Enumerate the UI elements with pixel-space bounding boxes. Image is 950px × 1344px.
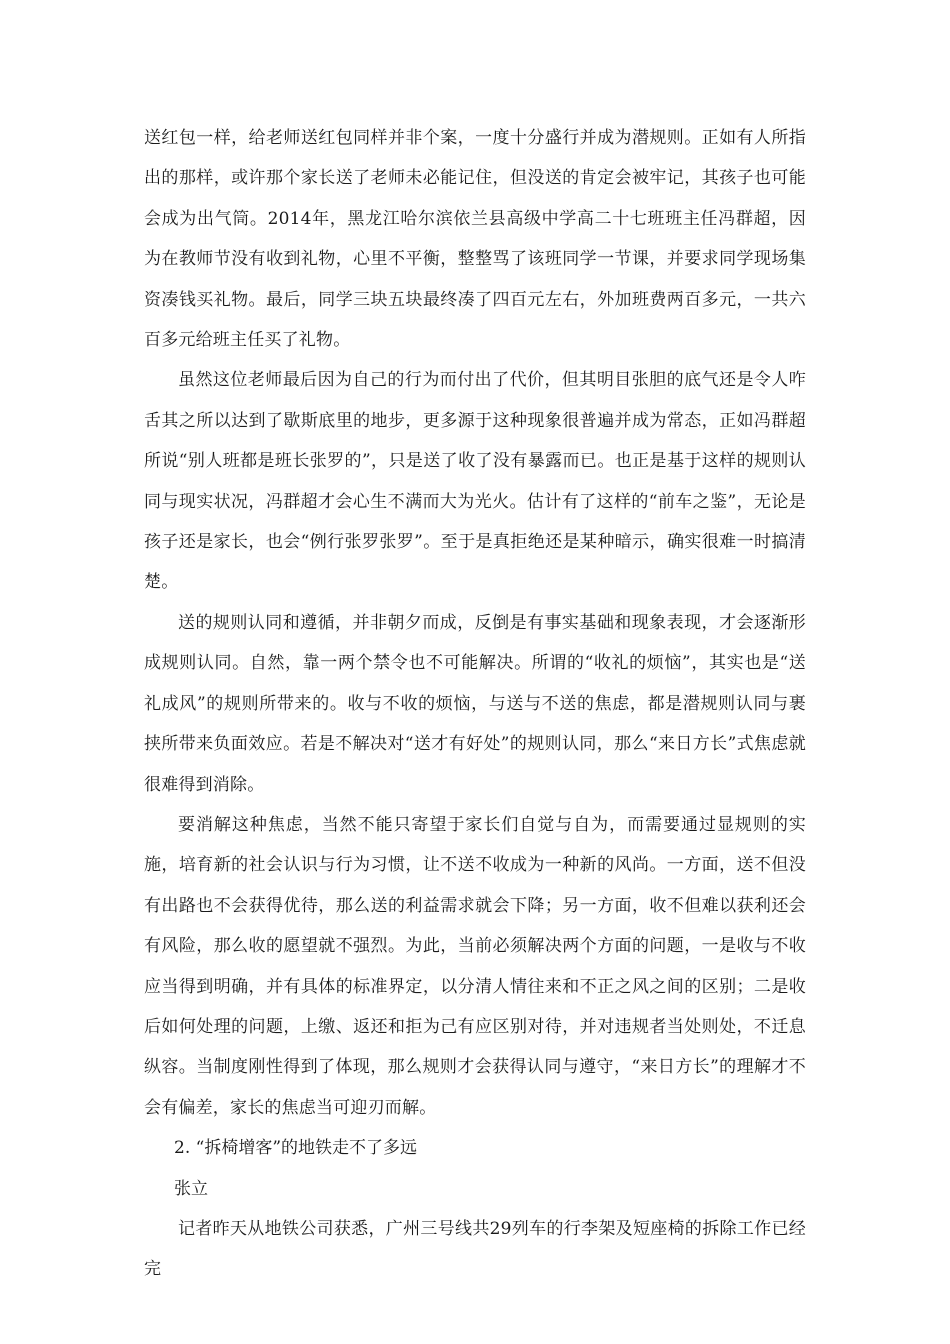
document-body bbox=[144, 118, 806, 1290]
section-heading: 2. “拆椅增客”的地铁走不了多远 bbox=[174, 1138, 418, 1159]
paragraph-3: 送的规则认同和遵循，并非朝夕而成，反倒是有事实基础和现象表现，才会逐渐形成规则认同。自然，靠一两个禁令也不可能解决。所谓的“收礼的烦恼”，其实也是“送礼成风”的规则所带来的。收与不收的烦恼，与送与不送的焦虑，都是潜规则认同与裹挟所带来负面效应。若是不解决对“送才有好处”的规则认同，那么“来日方长”式焦虑就很难得到消除。 bbox=[144, 612, 806, 795]
paragraph-4: 要消解这种焦虑，当然不能只寄望于家长们自觉与自为，而需要通过显规则的实施，培育新的社会认识与行为习惯，让不送不收成为一种新的风尚。一方面，送不但没有出路也不会获得优待，那么送的利益需求就会下降；另一方面，收不但难以获利还会有风险，那么收的愿望就不强烈。为此，当前必须解决两个方面的问题，一是收与不收应当得到明确，并有具体的标准界定，以分清人情往来和不正之风之间的区别；二是收后如何处理的问题，上缴、返还和拒为己有应区别对待，并对违规者当处则处，不迁息纵容。当制度刚性得到了体现，那么规则才会获得认同与遵守，“来日方长”的理解才不会有偏差，家长的焦虑当可迎刃而解。 bbox=[144, 814, 806, 1118]
author-byline: 张立 bbox=[174, 1178, 208, 1199]
paragraph-5: 记者昨天从地铁公司获悉，广州三号线共29列车的行李架及短座椅的拆除工作已经完 bbox=[144, 1218, 806, 1280]
paragraph-1: 送红包一样，给老师送红包同样并非个案，一度十分盛行并成为潜规则。正如有人所指出的那样，或许那个家长送了老师未必能记住，但没送的肯定会被牢记，其孩子也可能会成为出气筒。2014年，黑龙江哈尔滨依兰县高级中学高二十七班班主任冯群超，因为在教师节没有收到礼物，心里不平衡，整整骂了该班同学一节课，并要求同学现场集资凑钱买礼物。最后，同学三块五块最终凑了四百元左右，外加班费两百多元，一共六百多元给班主任买了礼物。 bbox=[144, 128, 806, 351]
paragraph-2: 虽然这位老师最后因为自己的行为而付出了代价，但其明目张胆的底气还是令人咋舌其之所以达到了歇斯底里的地步，更多源于这种现象很普遍并成为常态，正如冯群超所说“别人班都是班长张罗的”，只是送了收了没有暴露而已。也正是基于这样的规则认同与现实状况，冯群超才会心生不满而大为光火。估计有了这样的“前车之鉴”，无论是孩子还是家长，也会“例行张罗张罗”。至于是真拒绝还是某种暗示，确实很难一时搞清楚。 bbox=[144, 370, 806, 593]
